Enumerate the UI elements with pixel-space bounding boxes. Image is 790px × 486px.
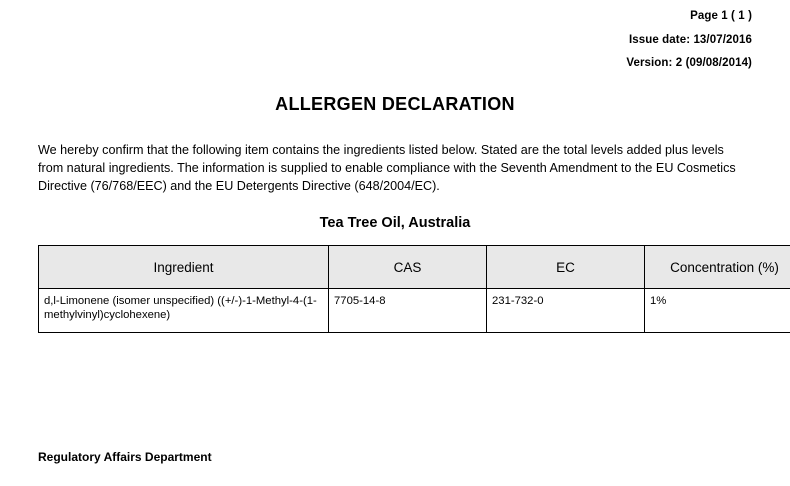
issue-date-label: Issue date: 13/07/2016: [628, 33, 752, 46]
product-name: Tea Tree Oil, Australia: [319, 215, 471, 232]
document-header: [38, 0, 752, 70]
version-label: Version: 2 (09/08/2014): [626, 57, 752, 69]
column-header-ec: EC: [487, 246, 645, 289]
allergen-table: [38, 245, 790, 333]
intro-paragraph: We hereby confirm that the following item contains the ingredients listed below. Stated are the total levels added plus levels from natural ingredients. The information is supplied to enable compliance with the Seventh Amendment to the EU Cosmetics Directive (76/768/EEC) and the EU Detergents Directive (648/2004/EC).: [38, 142, 736, 193]
column-header-cas: CAS: [329, 246, 487, 289]
cell-ec: 231-732-0: [487, 289, 645, 333]
page-number-label: Page 1 ( 1 ): [690, 10, 752, 22]
cell-ingredient: d,l-Limonene (isomer unspecified) ((+/-)-1-Methyl-4-(1-methylvinyl)cyclohexene): [39, 289, 329, 333]
footer-department: Regulatory Affairs Department: [38, 450, 212, 464]
page-title: ALLERGEN DECLARATION: [275, 93, 515, 114]
column-header-ingredient: Ingredient: [39, 246, 329, 289]
column-header-concentration: Concentration (%): [645, 246, 790, 289]
table-row: [39, 289, 790, 333]
table-header-row: [39, 246, 790, 289]
cell-concentration: 1%: [645, 289, 790, 333]
cell-cas: 7705-14-8: [329, 289, 487, 333]
